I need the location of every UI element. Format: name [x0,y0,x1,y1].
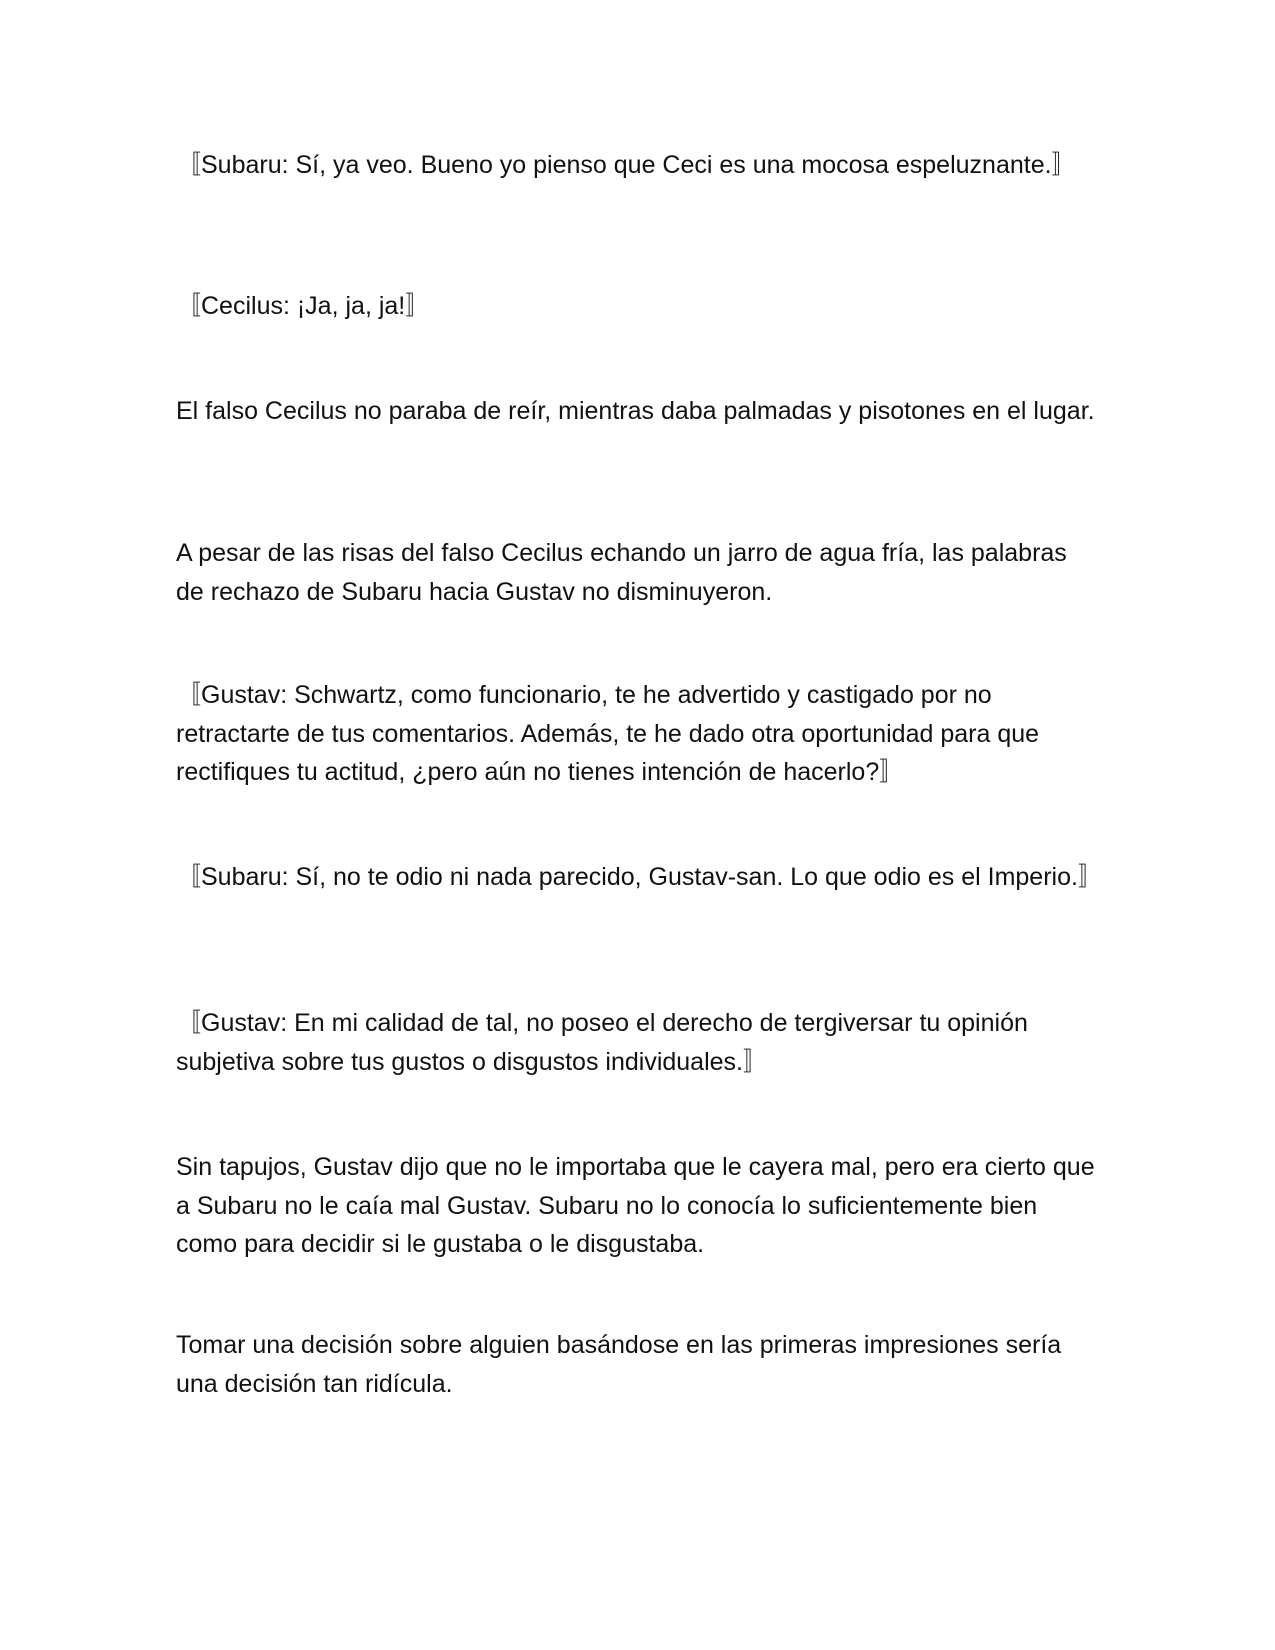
dialogue-gustav-2: 〚Gustav: En mi calidad de tal, no poseo el derecho de tergiversar tu opinión subjetiva sobre tus gustos o disgustos individuales.〛 [176,1009,1028,1076]
narration-paragraph-3: Sin tapujos, Gustav dijo que no le importaba que le cayera mal, pero era cierto que a Subaru no le caía mal Gustav. Subaru no lo conocía lo suficientemente bien como para decidir si le gustaba o le disgustaba. [176,1153,1095,1258]
dialogue-subaru-2: 〚Subaru: Sí, no te odio ni nada parecido, Gustav-san. Lo que odio es el Imperio.〛 [176,863,1103,891]
dialogue-subaru-1: 〚Subaru: Sí, ya veo. Bueno yo pienso que Ceci es una mocosa espeluznante.〛 [176,151,1077,179]
dialogue-cecilus: 〚Cecilus: ¡Ja, ja, ja!〛 [176,292,431,320]
narration-paragraph-1: El falso Cecilus no paraba de reír, mientras daba palmadas y pisotones en el lugar. [176,397,1095,425]
narration-paragraph-4: Tomar una decisión sobre alguien basándose en las primeras impresiones sería una decisión tan ridícula. [176,1331,1062,1398]
narration-paragraph-2: A pesar de las risas del falso Cecilus echando un jarro de agua fría, las palabras de rechazo de Subaru hacia Gustav no disminuyeron. [176,539,1067,606]
dialogue-gustav-1: 〚Gustav: Schwartz, como funcionario, te he advertido y castigado por no retractarte de tus comentarios. Además, te he dado otra oportunidad para que rectifiques tu actitud, ¿pero aún no tienes intención de hacerlo?〛 [176,681,1040,786]
